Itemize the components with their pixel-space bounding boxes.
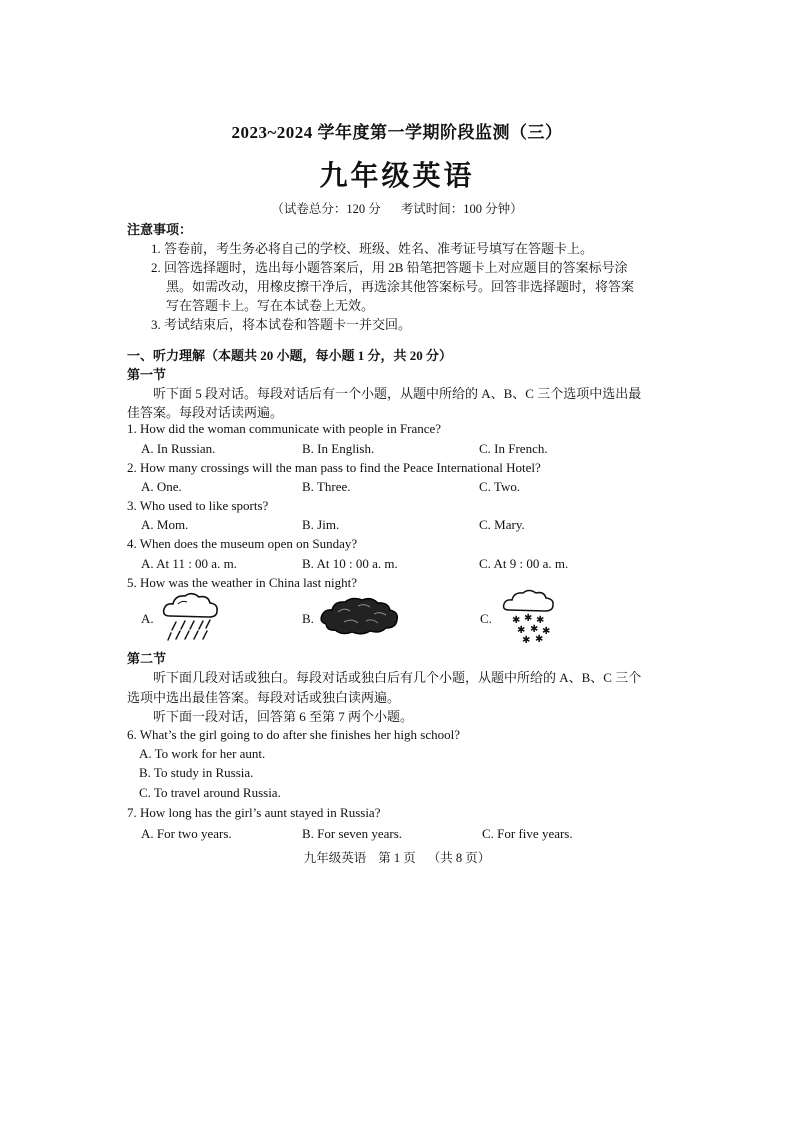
- page-footer: [0, 848, 794, 866]
- subject-title: 九年级英语: [319, 161, 475, 192]
- q2-option-b: B. Three.: [302, 479, 351, 494]
- q4-option-a: A. At 11 : 00 a. m.: [141, 556, 237, 571]
- q1-option-b: B. In English.: [302, 441, 375, 456]
- section2-instruction: 听下面几段对话或独白。每段对话或独白后有几个小题，从题中所给的 A、B、C 三个: [153, 670, 642, 685]
- question-7: 7. How long has the girl’s aunt stayed in Russia?: [127, 805, 381, 820]
- svg-text:✱: ✱: [524, 613, 533, 624]
- question-5: 5. How was the weather in China last night?: [127, 575, 357, 590]
- note-item: 1. 答卷前，考生务必将自己的学校、班级、姓名、准考证号填写在答题卡上。: [151, 241, 594, 256]
- q6-option-a: A. To work for her aunt.: [139, 746, 266, 761]
- q6-option-c: C. To travel around Russia.: [139, 785, 281, 800]
- svg-text:✱: ✱: [522, 635, 531, 644]
- score-info: （试卷总分：120 分: [271, 202, 381, 216]
- question-4: 4. When does the museum open on Sunday?: [127, 536, 358, 551]
- snow-cloud-icon: [500, 588, 558, 644]
- q5-option-a: A.: [141, 611, 154, 626]
- question-6: 6. What’s the girl going to do after she finishes her high school?: [127, 727, 460, 742]
- section1-instruction: 听下面 5 段对话。每段对话后有一个小题，从题中所给的 A、B、C 三个选项中选出最: [153, 386, 642, 401]
- q1-option-c: C. In French.: [479, 441, 548, 456]
- q6-option-b: B. To study in Russia.: [139, 765, 254, 780]
- svg-text:✱: ✱: [536, 615, 545, 626]
- section1-instruction: 佳答案。每段对话读两遍。: [127, 405, 284, 420]
- time-info: 考试时间：100 分钟）: [400, 202, 523, 216]
- question-1: 1. How did the woman communicate with people in France?: [127, 421, 442, 436]
- section2-heading: 第二节: [127, 651, 167, 666]
- notes-heading: 注意事项：: [127, 222, 193, 237]
- q5-option-b: B.: [302, 611, 314, 626]
- question-2: 2. How many crossings will the man pass to find the Peace International Hotel?: [127, 460, 541, 475]
- footer-subject: 九年级英语: [303, 851, 367, 865]
- footer-page: 第 1 页: [378, 851, 416, 865]
- q7-option-b: B. For seven years.: [302, 826, 403, 841]
- note-item: 写在答题卡上。写在本试卷上无效。: [166, 298, 375, 313]
- svg-text:✱: ✱: [512, 615, 521, 626]
- q7-option-c: C. For five years.: [482, 826, 573, 841]
- note-item: 2. 回答选择题时，选出每小题答案后，用 2B 铅笔把答题卡上对应题目的答案标号涂: [151, 260, 628, 275]
- svg-text:✱: ✱: [530, 624, 539, 635]
- rain-cloud-icon: [160, 590, 222, 642]
- section2-instruction: 听下面一段对话，回答第 6 至第 7 两个小题。: [153, 709, 414, 724]
- svg-text:✱: ✱: [535, 634, 544, 644]
- svg-text:✱: ✱: [517, 625, 526, 636]
- q3-option-b: B. Jim.: [302, 517, 340, 532]
- exam-title: 2023~2024 学年度第一学期阶段监测（三）: [231, 123, 563, 142]
- exam-info: [0, 199, 794, 217]
- q4-option-b: B. At 10 : 00 a. m.: [302, 556, 398, 571]
- q7-option-a: A. For two years.: [141, 826, 232, 841]
- dark-cloud-icon: [318, 594, 402, 638]
- question-3: 3. Who used to like sports?: [127, 498, 269, 513]
- q3-option-c: C. Mary.: [479, 517, 525, 532]
- section1-heading: 第一节: [127, 367, 167, 382]
- note-item: 3. 考试结束后，将本试卷和答题卡一并交回。: [151, 317, 412, 332]
- q3-option-a: A. Mom.: [141, 517, 189, 532]
- footer-total: （共 8 页）: [427, 851, 491, 865]
- q4-option-c: C. At 9 : 00 a. m.: [479, 556, 569, 571]
- q1-option-a: A. In Russian.: [141, 441, 216, 456]
- q2-option-a: A. One.: [141, 479, 182, 494]
- svg-text:✱: ✱: [542, 626, 551, 637]
- note-item: 黑。如需改动，用橡皮擦干净后，再选涂其他答案标号。回答非选择题时，将答案: [166, 279, 635, 294]
- q5-option-c: C.: [480, 611, 492, 626]
- q2-option-c: C. Two.: [479, 479, 521, 494]
- part1-heading: 一、听力理解（本题共 20 小题，每小题 1 分，共 20 分）: [127, 348, 453, 363]
- section2-instruction: 选项中选出最佳答案。每段对话或独白读两遍。: [127, 690, 401, 705]
